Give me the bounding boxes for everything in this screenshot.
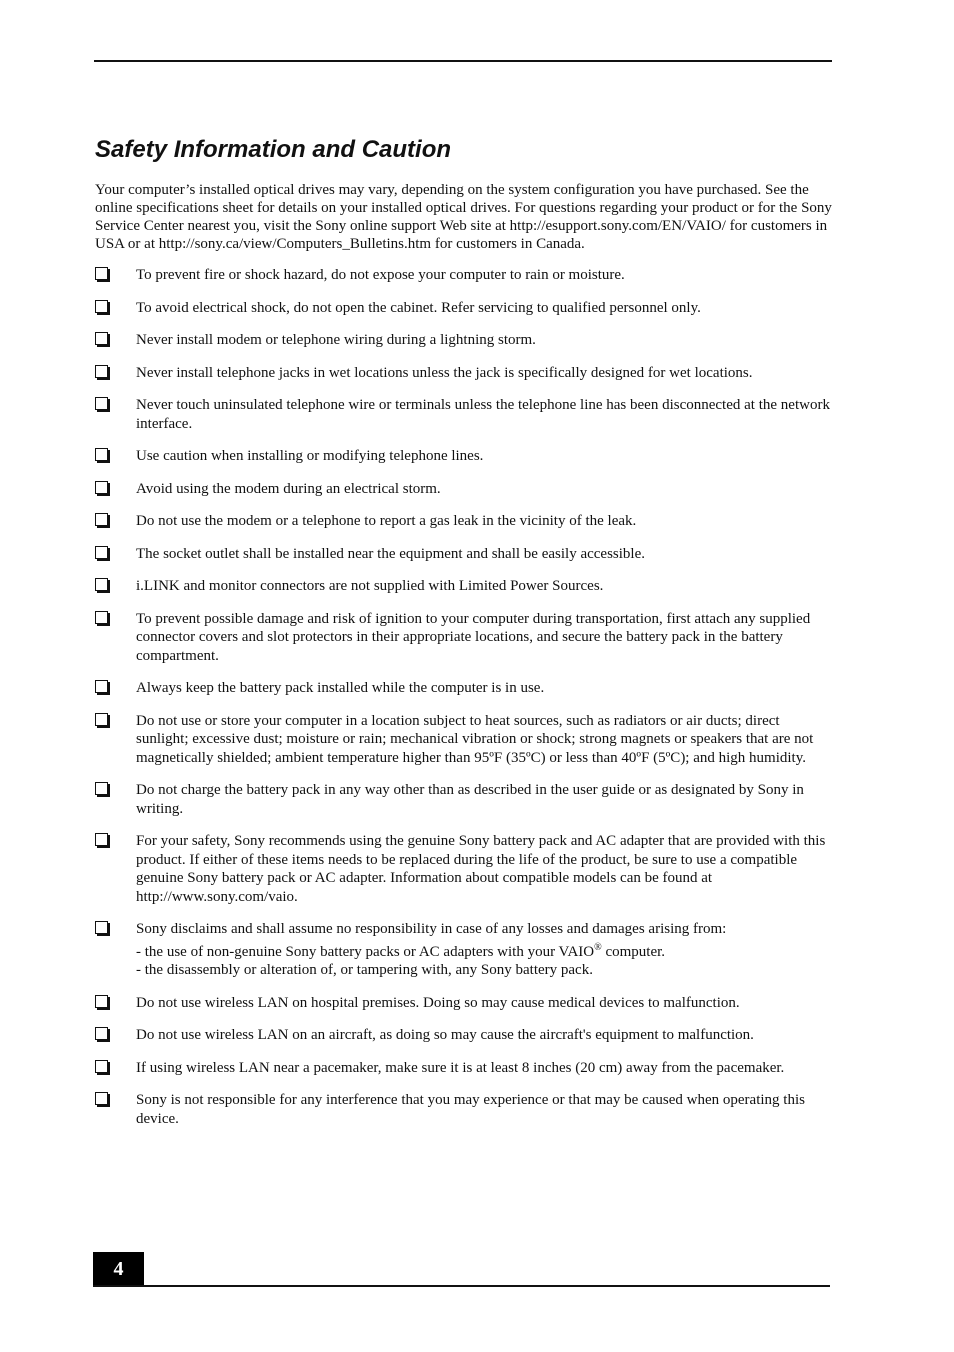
checkbox-bullet-icon: [95, 833, 108, 846]
list-item: Do not use the modem or a telephone to report a gas leak in the vicinity of the leak.: [95, 512, 835, 531]
checkbox-bullet-icon: [95, 448, 108, 461]
list-item: Do not use wireless LAN on hospital premises. Doing so may cause medical devices to malfunction.: [95, 994, 835, 1013]
checkbox-bullet-icon: [95, 513, 108, 526]
checkbox-bullet-icon: [95, 1092, 108, 1105]
checkbox-bullet-icon: [95, 481, 108, 494]
list-item: To prevent fire or shock hazard, do not expose your computer to rain or moisture.: [95, 266, 835, 285]
list-item: Always keep the battery pack installed while the computer is in use.: [95, 679, 835, 698]
list-item: To prevent possible damage and risk of ignition to your computer during transportation, first attach any supplied connector covers and slot protectors in their appropriate locations, and secure the battery pack in the battery compartment.: [95, 610, 835, 666]
list-item: Never install modem or telephone wiring during a lightning storm.: [95, 331, 835, 350]
page-title: Safety Information and Caution: [95, 136, 452, 163]
checkbox-bullet-icon: [95, 365, 108, 378]
list-item: Use caution when installing or modifying telephone lines.: [95, 447, 835, 466]
list-item: i.LINK and monitor connectors are not supplied with Limited Power Sources.: [95, 577, 835, 596]
checkbox-bullet-icon: [95, 782, 108, 795]
checkbox-bullet-icon: [95, 1027, 108, 1040]
intro-paragraph: Your computer’s installed optical drives may vary, depending on the system configuration you have purchased. See the online specifications sheet for details on your installed optical drives. For questions regarding your product or for the Sony Service Center nearest you, visit the Sony online support Web site at http://esupport.sony.com/EN/VAIO/ for customers in USA or at http://sony.ca/view/Computers_Bulletins.htm for customers in Canada.: [95, 182, 832, 252]
checkbox-bullet-icon: [95, 578, 108, 591]
safety-list: [95, 266, 835, 1142]
checkbox-bullet-icon: [95, 332, 108, 345]
disclaimer-line-1: - the use of non-genuine Sony battery packs or AC adapters with your VAIO® computer.: [136, 941, 666, 960]
list-item: The socket outlet shall be installed near the equipment and shall be easily accessible.: [95, 545, 835, 564]
checkbox-bullet-icon: [95, 713, 108, 726]
disclaimer-item: Sony disclaims and shall assume no responsibility in case of any losses and damages arising from: - the use of non-genuine Sony battery packs or AC adapters with your VAIO® computer. - the disassembly or alteration of, or tampering with, any Sony battery pack.: [95, 920, 835, 980]
list-item: Sony is not responsible for any interference that you may experience or that may be caused when operating this device.: [95, 1091, 835, 1128]
list-item: Never install telephone jacks in wet locations unless the jack is specifically designed for wet locations.: [95, 364, 835, 383]
footer-rule: [93, 1285, 830, 1287]
list-item: For your safety, Sony recommends using the genuine Sony battery pack and AC adapter that are provided with this product. If either of these items needs to be replaced during the life of the product, be sure to use a compatible genuine Sony battery pack or AC adapter. Information about compatible models can be found at http://www.sony.com/vaio.: [95, 832, 835, 906]
list-item: If using wireless LAN near a pacemaker, make sure it is at least 8 inches (20 cm) away from the pacemaker.: [95, 1059, 835, 1078]
checkbox-bullet-icon: [95, 267, 108, 280]
checkbox-bullet-icon: [95, 611, 108, 624]
header-rule: [94, 60, 832, 62]
checkbox-bullet-icon: [95, 300, 108, 313]
checkbox-bullet-icon: [95, 921, 108, 934]
checkbox-bullet-icon: [95, 1060, 108, 1073]
list-item: Do not use or store your computer in a location subject to heat sources, such as radiators or air ducts; direct sunlight; excessive dust; moisture or rain; mechanical vibration or shock; strong magnets or speakers that are not magnetically shielded; ambient temperature higher than 95ºF (35ºC) or less than 40ºF (5ºC); and high humidity.: [95, 712, 835, 768]
page-number: 4: [93, 1252, 144, 1287]
list-item: Do not use wireless LAN on an aircraft, as doing so may cause the aircraft's equipment to malfunction.: [95, 1026, 835, 1045]
list-item: Avoid using the modem during an electrical storm.: [95, 480, 835, 499]
list-item: Never touch uninsulated telephone wire or terminals unless the telephone line has been disconnected at the network interface.: [95, 396, 835, 433]
disclaimer-line-2: - the disassembly or alteration of, or tampering with, any Sony battery pack.: [136, 962, 593, 978]
checkbox-bullet-icon: [95, 995, 108, 1008]
checkbox-bullet-icon: [95, 680, 108, 693]
checkbox-bullet-icon: [95, 546, 108, 559]
checkbox-bullet-icon: [95, 397, 108, 410]
list-item: Do not charge the battery pack in any way other than as described in the user guide or as designated by Sony in writing.: [95, 781, 835, 818]
list-item: To avoid electrical shock, do not open the cabinet. Refer servicing to qualified personnel only.: [95, 299, 835, 318]
